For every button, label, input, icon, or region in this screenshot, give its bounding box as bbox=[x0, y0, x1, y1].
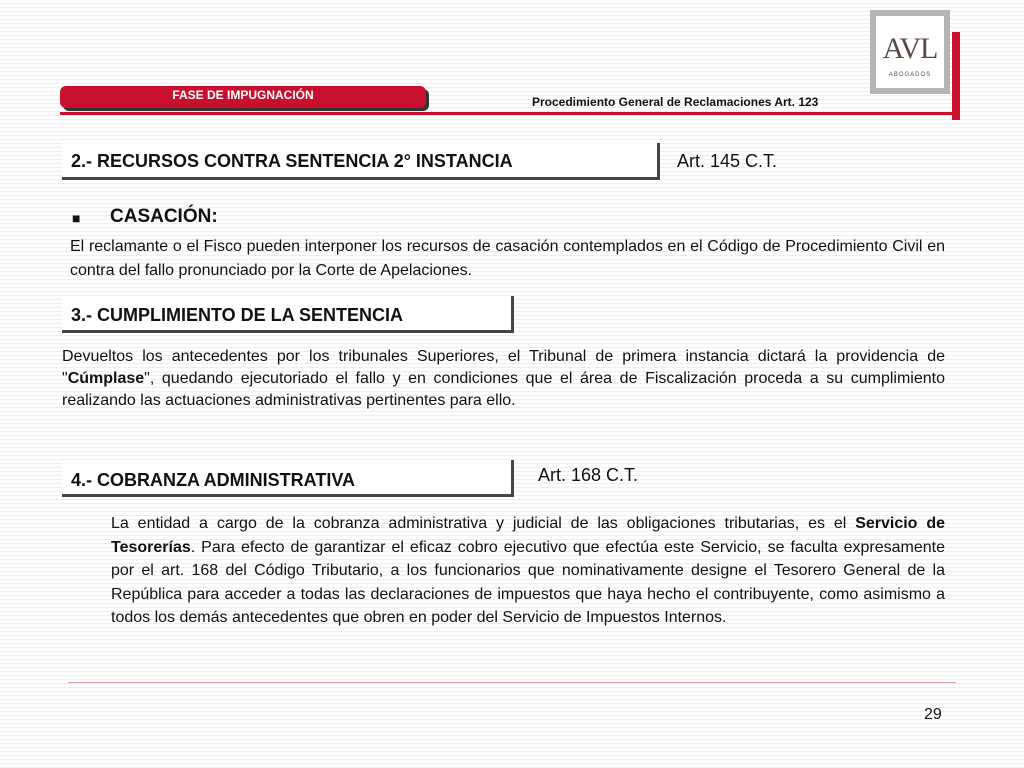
header-divider bbox=[60, 112, 956, 115]
section-4-title: 4.- COBRANZA ADMINISTRATIVA bbox=[62, 460, 514, 497]
page-number: 29 bbox=[924, 706, 942, 723]
tesoreria-term: Servicio de Tesorerías bbox=[111, 515, 945, 556]
header-subtitle: Procedimiento General de Reclamaciones Art. 123 bbox=[532, 95, 819, 109]
section-2-title: 2.- RECURSOS CONTRA SENTENCIA 2° INSTANCIA bbox=[62, 143, 660, 180]
section-3-title: 3.- CUMPLIMIENTO DE LA SENTENCIA bbox=[62, 296, 514, 333]
firm-logo bbox=[870, 10, 950, 94]
section-2-article: Art. 145 C.T. bbox=[677, 151, 778, 171]
cumplimiento-paragraph bbox=[62, 346, 945, 412]
cumplimiento-text-after: ", quedando ejecutoriado el fallo y en condiciones que el área de Fiscalización proceda a su cumplimiento realizando las actuaciones administrativas pertinentes para ello. bbox=[62, 370, 945, 409]
footer-divider bbox=[68, 682, 956, 683]
cumplase-term: Cúmplase bbox=[67, 370, 145, 387]
phase-tab: FASE DE IMPUGNACIÓN bbox=[60, 86, 426, 108]
logo-mark: AVL bbox=[882, 32, 938, 65]
casacion-heading: CASACIÓN: bbox=[110, 206, 218, 227]
cobranza-text-before: La entidad a cargo de la cobranza administrativa y judicial de las obligaciones tributarias, es el bbox=[111, 515, 856, 532]
cobranza-text-after: . Para efecto de garantizar el eficaz cobro ejecutivo que efectúa este Servicio, se faculta expresamente por el art. 168 del Código Tributario, a los funcionarios que nominativamente designe el Tesorero General de la República para acceder a todas las declaraciones de impuestos que haya hecho el contribuyente, como asimismo a todos los demás antecedentes que obren en poder del Servicio de Impuestos Internos. bbox=[111, 538, 945, 627]
bullet-icon: ■ bbox=[72, 210, 81, 226]
logo-accent-bar bbox=[952, 32, 960, 120]
casacion-paragraph: El reclamante o el Fisco pueden interponer los recursos de casación contemplados en el Código de Procedimiento Civil en contra del fallo pronunciado por la Corte de Apelaciones. bbox=[70, 238, 945, 279]
section-4-article: Art. 168 C.T. bbox=[538, 465, 639, 485]
cobranza-paragraph bbox=[111, 512, 945, 630]
cumplimiento-text-before: Devueltos los antecedentes por los tribunales Superiores, el Tribunal de primera instancia dictará la providencia de " bbox=[62, 348, 945, 387]
logo-subtitle: ABOGADOS bbox=[888, 72, 932, 78]
